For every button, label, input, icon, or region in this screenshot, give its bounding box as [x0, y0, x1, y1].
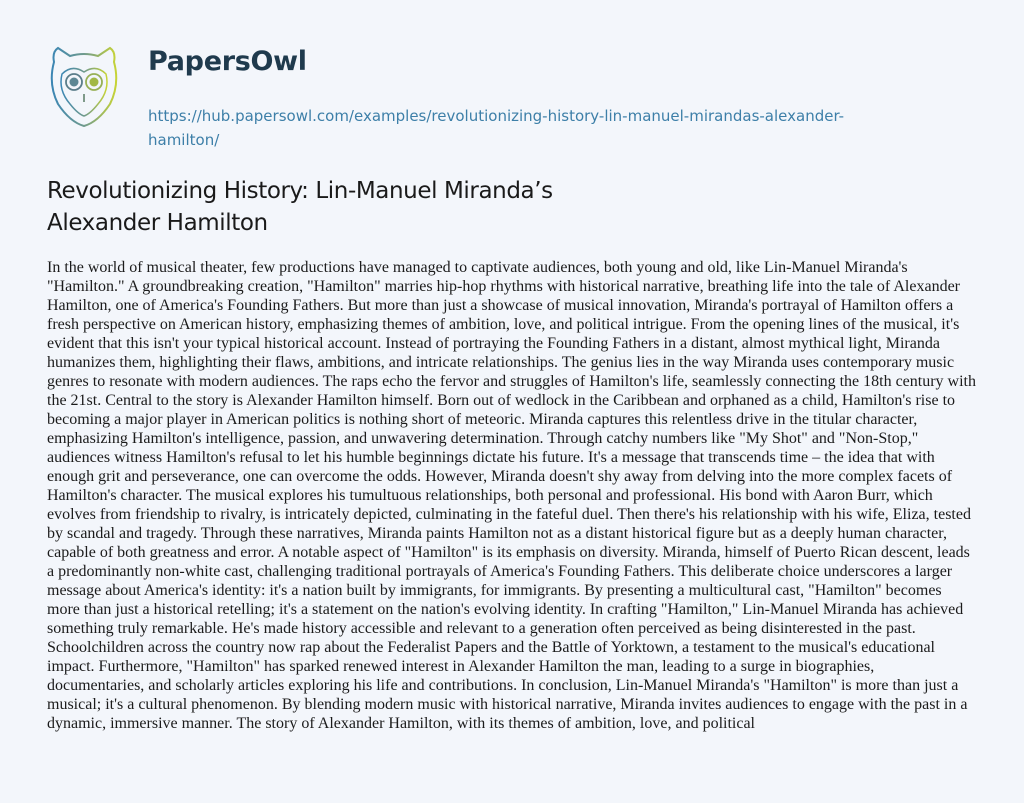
body-line: capable of both greatness and error. A notable aspect of "Hamilton" is its emphasis on diversity. Miranda, himself of Puerto Rican descent, leads — [47, 544, 970, 561]
body-line: genres to resonate with modern audiences. The raps echo the fervor and struggles of Hamilton's life, seamlessly connecting the 18th century with — [47, 373, 976, 390]
body-line: the 21st. Central to the story is Alexander Hamilton himself. Born out of wedlock in the Caribbean and orphaned as a child, Hamilton's rise to — [47, 392, 956, 409]
brand-name[interactable]: PapersOwl — [148, 46, 307, 77]
body-line: becoming a major player in American politics is nothing short of meteoric. Miranda captures this relentless drive in the titular character, — [47, 411, 918, 428]
body-line: message about America's identity: it's a nation built by immigrants, for immigrants. By presenting a multicultural cast, "Hamilton" becomes — [47, 582, 942, 599]
owl-logo-icon[interactable] — [48, 44, 120, 128]
body-line: a predominantly non-white cast, challenging traditional portrayals of America's Founding Fathers. This deliberate choice underscores a larger — [47, 563, 953, 580]
title-line-2: Alexander Hamilton — [47, 210, 268, 236]
site-header — [48, 44, 988, 164]
body-line: musical; it's a cultural phenomenon. By blending modern music with historical narrative, Miranda invites audiences to engage with the past in a — [47, 696, 968, 713]
body-line: something truly remarkable. He's made history accessible and relevant to a generation often perceived as being disinterested in the past. — [47, 620, 916, 637]
body-line: "Hamilton." A groundbreaking creation, "Hamilton" marries hip-hop rhythms with historical narrative, breathing life into the tale of Alexander — [47, 278, 960, 295]
body-line: fresh perspective on American history, emphasizing themes of ambition, love, and political intrigue. From the opening lines of the musical, it's — [47, 316, 960, 333]
body-line: Schoolchildren across the country now rap about the Federalist Papers and the Battle of Yorktown, a testament to the musical's educational — [47, 639, 935, 656]
article-url[interactable] — [148, 104, 988, 152]
body-line: documentaries, and scholarly articles exploring his life and contributions. In conclusion, Lin-Manuel Miranda's "Hamilton" is more than just a — [47, 677, 959, 694]
body-line: Hamilton, one of America's Founding Fathers. But more than just a showcase of musical innovation, Miranda's portrayal of Hamilton offers a — [47, 297, 954, 314]
body-line: In the world of musical theater, few productions have managed to captivate audiences, both young and old, like Lin-Manuel Miranda's — [47, 259, 908, 276]
url-line-1[interactable]: https://hub.papersowl.com/examples/revolutionizing-history-lin-manuel-mirandas-alexander- — [148, 107, 845, 125]
body-line: humanizes them, highlighting their flaws, ambitions, and intricate relationships. The genius lies in the way Miranda uses contemporary music — [47, 354, 955, 371]
body-line: evolves from friendship to rivalry, is intricately depicted, culminating in the fateful duel. Then there's his relationship with his wife, Eliza, tested — [47, 506, 971, 523]
body-line: dynamic, immersive manner. The story of Alexander Hamilton, with its themes of ambition, love, and political — [47, 715, 755, 732]
body-line: audiences witness Hamilton's refusal to let his humble beginnings dictate his future. It's a message that transcends time – the idea that with — [47, 449, 935, 466]
body-line: by scandal and tragedy. Through these narratives, Miranda paints Hamilton not as a distant historical figure but as a deeply human character, — [47, 525, 947, 542]
body-line: impact. Furthermore, "Hamilton" has sparked renewed interest in Alexander Hamilton the man, leading to a surge in biographies, — [47, 658, 875, 675]
body-line: enough grit and perseverance, one can overcome the odds. However, Miranda doesn't shy away from delving into the more complex facets of — [47, 468, 953, 485]
body-line: Hamilton's character. The musical explores his tumultuous relationships, both personal and professional. His bond with Aaron Burr, which — [47, 487, 933, 504]
title-line-1: Revolutionizing History: Lin-Manuel Miranda’s — [47, 178, 553, 204]
body-line: emphasizing Hamilton's intelligence, passion, and unwavering determination. Through catchy numbers like "My Shot" and "Non-Stop," — [47, 430, 919, 447]
body-line: evident that this isn't your typical historical account. Instead of portraying the Founding Fathers in a distant, almost mythical light, Miranda — [47, 335, 940, 352]
article-body — [47, 258, 987, 733]
url-line-2[interactable]: hamilton/ — [148, 131, 220, 149]
article-title — [47, 175, 727, 239]
body-line: more than just a historical retelling; it's a statement on the nation's evolving identity. In crafting "Hamilton," Lin-Manuel Miranda has achieved — [47, 601, 964, 618]
